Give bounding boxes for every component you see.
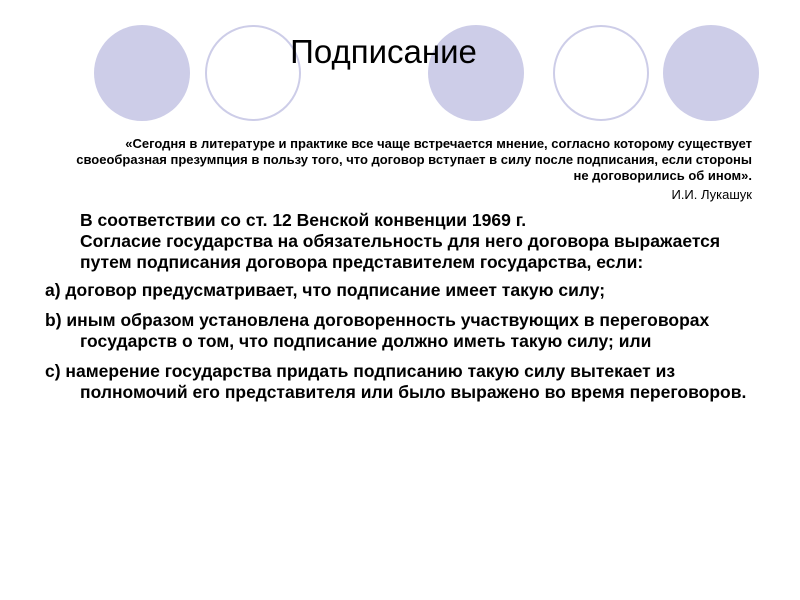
- quote-block: [72, 136, 752, 203]
- list-item-a: а) договор предусматривает, что подписание имеет такую силу;: [45, 280, 606, 300]
- main-text: [45, 210, 755, 403]
- quote-author: И.И. Лукашук: [671, 187, 752, 202]
- list-item-c: c) намерение государства придать подписанию такую силу вытекает из полномочий его представителя или было выражено во время переговоров.: [45, 361, 747, 402]
- list-item-b: b) иным образом установлена договоренность участвующих в переговорах государств о том, что подписание должно иметь такую силу; или: [45, 310, 710, 351]
- intro-paragraph: Согласие государства на обязательность для него договора выражается путем подписания договора представителем государства, если:: [80, 231, 721, 272]
- slide-title: Подписание: [290, 33, 477, 70]
- intro-heading-line: В соответствии со ст. 12 Венской конвенции 1969 г.: [80, 210, 527, 230]
- quote-text: «Сегодня в литературе и практике все чаще встречается мнение, согласно которому существует своеобразная презумпция в пользу того, что договор вступает в силу после подписания, если стороны не договорились об ином».: [76, 136, 752, 183]
